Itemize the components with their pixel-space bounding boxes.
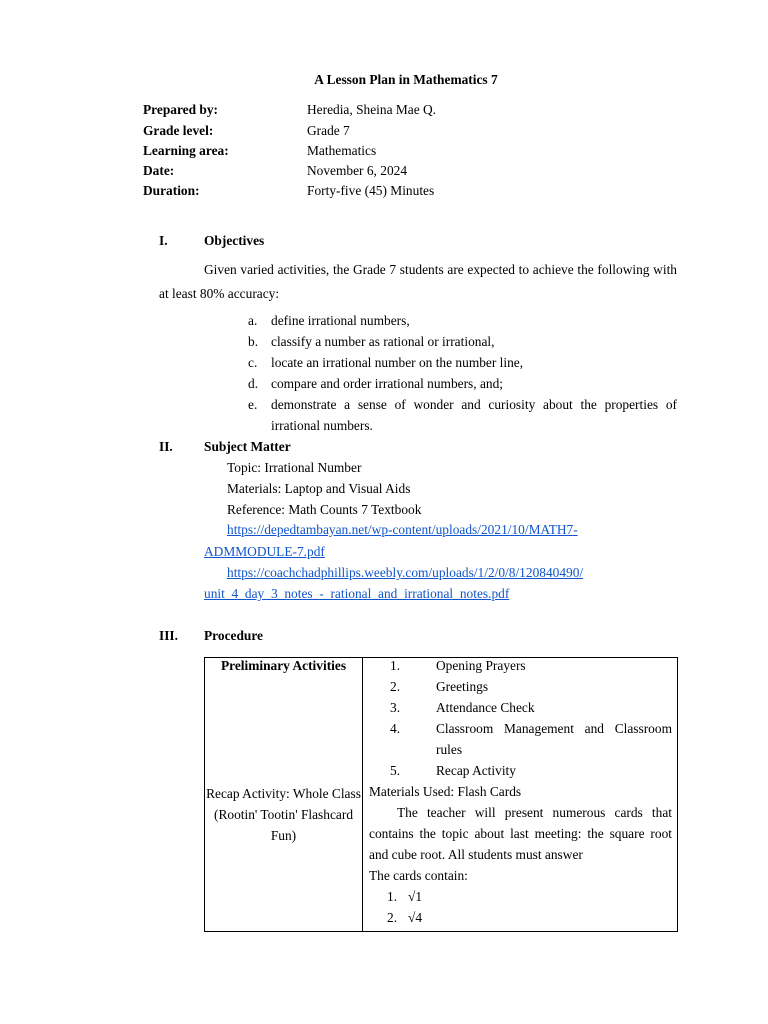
objective-letter: a. [248, 313, 258, 328]
reference-link-2-text[interactable]: https://coachchadphillips.weebly.com/uploads/1/2/0/8/120840490/ [227, 565, 584, 580]
reference-line: Reference: Math Counts 7 Textbook [227, 502, 422, 517]
preliminary-item: Attendance Check [436, 700, 535, 715]
cards-intro: The cards contain: [369, 868, 468, 883]
learning-area-label: Learning area: [143, 143, 229, 158]
grade-level-label: Grade level: [143, 123, 214, 138]
objective-item: demonstrate a sense of wonder and curiosity about the properties of irrational numbers. [271, 397, 677, 433]
prepared-by-value: Heredia, Sheina Mae Q. [307, 102, 437, 117]
procedure-number: III. [159, 628, 178, 643]
preliminary-item-number: 3. [390, 700, 401, 715]
card-number: 1. [387, 889, 398, 904]
activity-detail-cell [363, 658, 678, 932]
preliminary-item [436, 718, 672, 760]
subject-matter-heading: Subject Matter [204, 439, 291, 454]
preliminary-item: Recap Activity [436, 763, 516, 778]
learning-area-value: Mathematics [307, 143, 377, 158]
card-item: √1 [408, 889, 423, 904]
recap-description-text: The teacher will present numerous cards that contains the topic about last meeting: the square root and cube root. All students must answer [369, 805, 672, 862]
subject-matter-number: II. [159, 439, 173, 454]
preliminary-item-number: 2. [390, 679, 401, 694]
objective-letter: b. [248, 334, 259, 349]
objective-item: define irrational numbers, [271, 313, 410, 328]
recap-activity-label: Recap Activity: Whole Class (Rootin' Tootin' Flashcard Fun) [206, 786, 361, 843]
card-number: 2. [387, 910, 398, 925]
prepared-by-label: Prepared by: [143, 102, 219, 117]
materials-line: Materials: Laptop and Visual Aids [227, 481, 411, 496]
objective-letter: c. [248, 355, 258, 370]
objectives-heading: Objectives [204, 233, 265, 248]
preliminary-activities-label: Preliminary Activities [220, 658, 347, 673]
procedure-heading: Procedure [204, 628, 264, 643]
reference-link-2[interactable] [227, 565, 583, 581]
objectives-intro [159, 258, 677, 305]
document-title: A Lesson Plan in Mathematics 7 [314, 72, 498, 87]
reference-link-1[interactable] [227, 522, 578, 538]
preliminary-item-number: 1. [390, 658, 401, 673]
grade-level-value: Grade 7 [307, 123, 350, 138]
reference-link-2-cont-text[interactable]: unit_4_day_3_notes_-_rational_and_irrational_notes.pdf [204, 586, 510, 601]
preliminary-item-number: 4. [390, 721, 401, 736]
duration-value: Forty-five (45) Minutes [307, 183, 435, 198]
objectives-number: I. [159, 233, 168, 248]
objective-letter: d. [248, 376, 259, 391]
procedure-table [204, 657, 678, 932]
objective-item: classify a number as rational or irrational, [271, 334, 495, 349]
objective-item: locate an irrational number on the number line, [271, 355, 524, 370]
materials-used: Materials Used: Flash Cards [369, 784, 522, 799]
date-value: November 6, 2024 [307, 163, 408, 178]
card-item: √4 [408, 910, 423, 925]
activity-label-cell [205, 658, 363, 932]
duration-label: Duration: [143, 183, 200, 198]
objective-letter: e. [248, 397, 258, 412]
reference-link-1-cont[interactable] [204, 544, 325, 560]
date-label: Date: [143, 163, 175, 178]
preliminary-item: Opening Prayers [436, 658, 526, 673]
preliminary-item-number: 5. [390, 763, 401, 778]
reference-link-2-cont[interactable] [204, 586, 509, 602]
objective-item: compare and order irrational numbers, and; [271, 376, 504, 391]
reference-link-1-text[interactable]: https://depedtambayan.net/wp-content/uploads/2021/10/MATH7- [227, 522, 578, 537]
preliminary-item-text: Classroom Management and Classroom rules [436, 721, 672, 757]
reference-link-1-cont-text[interactable]: ADMMODULE-7.pdf [204, 544, 325, 559]
recap-description [369, 802, 672, 865]
topic-line: Topic: Irrational Number [227, 460, 362, 475]
objectives-intro-text: Given varied activities, the Grade 7 students are expected to achieve the following with at least 80% accuracy: [159, 262, 677, 301]
preliminary-item: Greetings [436, 679, 489, 694]
